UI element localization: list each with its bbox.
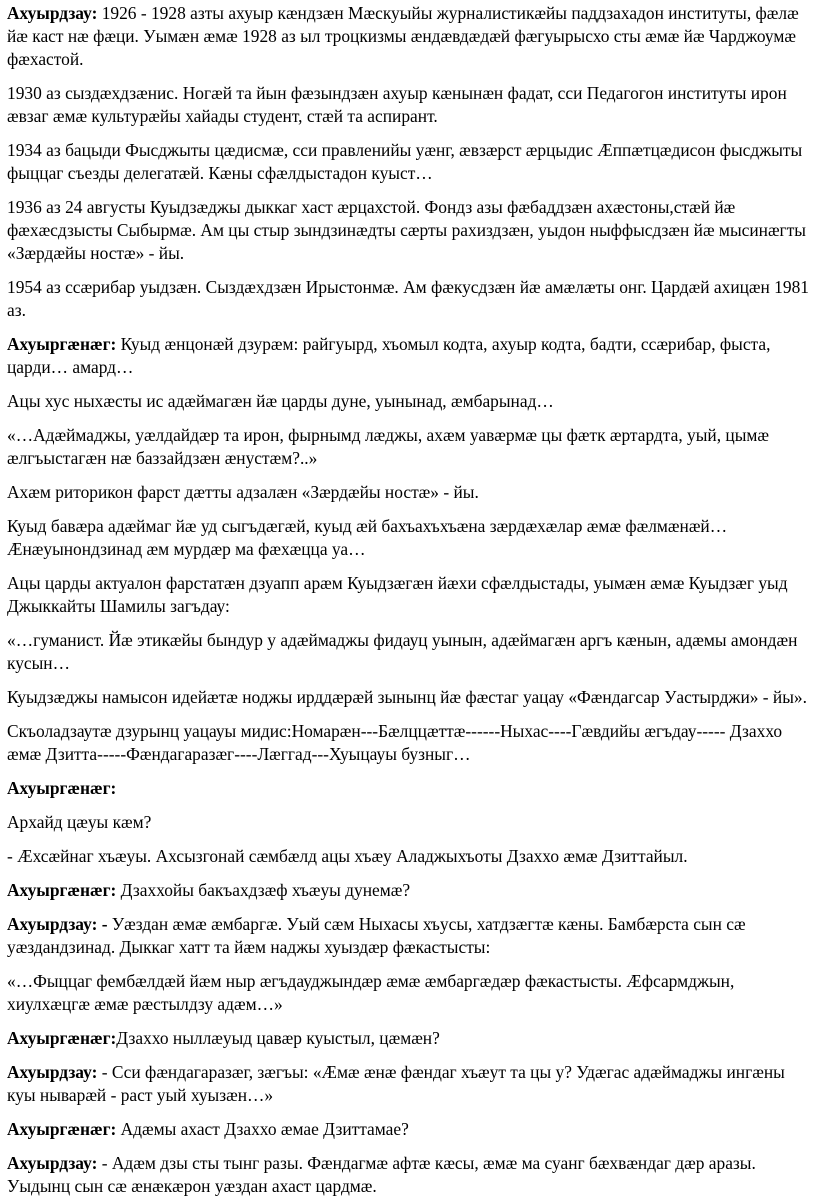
paragraph bbox=[7, 913, 812, 959]
speaker-label: Ахуырдзау: - bbox=[7, 914, 108, 934]
paragraph bbox=[7, 481, 812, 504]
paragraph bbox=[7, 1152, 812, 1198]
paragraph bbox=[7, 515, 812, 561]
paragraph-text: - Адæм дзы сты тынг разы. Фæндагмæ афтæ кæсы, æмæ ма суанг бæхвæндаг дæр аразы. Уыдынц сын сæ æнæкæрон уæздан ахаст цардмæ. bbox=[7, 1153, 756, 1196]
paragraph-text: Дзаххойы бакъахдзæф хъæуы дунемæ? bbox=[116, 880, 411, 900]
paragraph bbox=[7, 196, 812, 265]
paragraph bbox=[7, 720, 812, 766]
paragraph bbox=[7, 82, 812, 128]
paragraph bbox=[7, 1027, 812, 1050]
paragraph bbox=[7, 1061, 812, 1107]
paragraph-text: Адæмы ахаст Дзаххо æмае Дзиттамае? bbox=[116, 1119, 409, 1139]
paragraph bbox=[7, 686, 812, 709]
speaker-label: Ахуырдзау: bbox=[7, 3, 98, 23]
paragraph bbox=[7, 139, 812, 185]
paragraph-text: 1934 аз бацыди Фысджыты цæдисмæ, сси правленийы уæнг, æвзæрст æрцыдис Æппæтцæдисон фысджыты фыццаг съезды делегатæй. Кæны сфæлдыстадон куыст… bbox=[7, 140, 803, 183]
speaker-label: Ахуырдзау: bbox=[7, 1153, 98, 1173]
paragraph bbox=[7, 777, 812, 800]
paragraph-text: Ацы царды актуалон фарстатæн дзуапп арæм Куыдзæгæн йæхи сфæлдыстады, уымæн æмæ Куыдзæг уыд Джыккайты Шамилы загъдау: bbox=[7, 573, 788, 616]
paragraph-text: Уæздан æмæ æмбаргæ. Уый сæм Ныхасы хъусы, хатдзæгтæ кæны. Бамбæрста сын сæ уæздандзинад. Дыккаг хатт та йæм наджы хуыздæр фæкастысты: bbox=[7, 914, 746, 957]
paragraph-text: 1954 аз ссæрибар уыдзæн. Сыздæхдзæн Ирыстонмæ. Ам фæкусдзæн йæ амæлæты онг. Цардæй ахицæн 1981 аз. bbox=[7, 277, 809, 320]
paragraph bbox=[7, 879, 812, 902]
paragraph-text: Ацы хус ныхæсты ис адæймагæн йæ царды дуне, уынынад, æмбарынад… bbox=[7, 391, 554, 411]
paragraph-text: 1926 - 1928 азты ахуыр кæндзæн Мæскуыйы журналистикæйы паддзахадон институты, фæлæ йæ каст нæ фæци. Уымæн æмæ 1928 аз ыл троцкизмы æндæвдæдæй фæгуырысхо сты æмæ йæ Чарджоумæ фæхастой. bbox=[7, 3, 799, 69]
speaker-label: Ахуыргæнæг: bbox=[7, 1119, 117, 1139]
speaker-label: Ахуыргæнæг: bbox=[7, 778, 117, 798]
paragraph-text: Ахæм риторикон фарст дæтты адзалæн «Зæрдæйы ностæ» - йы. bbox=[7, 482, 479, 502]
paragraph bbox=[7, 970, 812, 1016]
paragraph bbox=[7, 333, 812, 379]
speaker-label: Ахуырдзау: bbox=[7, 1062, 98, 1082]
speaker-label: Ахуыргæнæг: bbox=[7, 334, 117, 354]
paragraph-text: Архайд цæуы кæм? bbox=[7, 812, 152, 832]
speaker-label: Ахуыргæнæг: bbox=[7, 880, 117, 900]
paragraph bbox=[7, 276, 812, 322]
paragraph bbox=[7, 424, 812, 470]
paragraph bbox=[7, 2, 812, 71]
paragraph-text: - Сси фæндагаразæг, зæгъы: «Æмæ æнæ фæндаг хъæут та цы у? Удæгас адæймаджы ингæны куы ныварæй - раст уый хуызæн…» bbox=[7, 1062, 785, 1105]
paragraph bbox=[7, 572, 812, 618]
paragraph bbox=[7, 811, 812, 834]
paragraph bbox=[7, 845, 812, 868]
paragraph-text: «…гуманист. Йæ этикæйы бындур у адæймаджы фидауц уынын, адæймагæн аргъ кæнын, адæмы амондæн кусын… bbox=[7, 630, 798, 673]
paragraph-text: 1930 аз сыздæхдзæнис. Ногæй та йын фæзындзæн ахуыр кæнынæн фадат, сси Педагогон институты ирон æвзаг æмæ культурæйы хайады студент, стæй та аспирант. bbox=[7, 83, 787, 126]
paragraph-text: 1936 аз 24 августы Куыдзæджы дыккаг хаст æрцахстой. Фондз азы фæбаддзæн ахæстоны,стæй йæ фæхæсдзысты Сыбырмæ. Ам цы стыр зындзинæдты сæрты рахиздзæн, уыдон ныффысдзæн йæ мысинæгты «Зæрдæйы ностæ» - йы. bbox=[7, 197, 806, 263]
paragraph-text: Скъоладзаутæ дзурынц уацауы мидис:Номарæн---Бæлццæттæ------Ныхас----Гæвдийы æгъдау----- Дзаххо æмæ Дзитта-----Фæндагаразæг----Лæггад---Хуыцауы бузныг… bbox=[7, 721, 783, 764]
paragraph-text: Куыд æнцонæй дзурæм: райгуырд, хъомыл кодта, ахуыр кодта, бадти, ссæрибар, фыста, царди… амард… bbox=[7, 334, 771, 377]
paragraph-text: - Æхсæйнаг хъæуы. Ахсызгонай сæмбæлд ацы хъæу Аладжыхъоты Дзаххо æмæ Дзиттайыл. bbox=[7, 846, 688, 866]
paragraph-text: Куыд бавæра адæймаг йæ уд сыгъдæгæй, куыд æй бахъахъхъæна зæрдæхæлар æмæ фæлмæнæй… Æнæуынондзинад æм мурдæр ма фæхæцца уа… bbox=[7, 516, 728, 559]
paragraph-text: Куыдзæджы намысон идейæтæ ноджы ирддæрæй зынынц йæ фæстаг уацау «Фæндагсар Уастырджи» - йы». bbox=[7, 687, 807, 707]
speaker-label: Ахуыргæнæг: bbox=[7, 1028, 117, 1048]
paragraph bbox=[7, 390, 812, 413]
paragraph-text: Дзаххо ныллæуыд цавæр куыстыл, цæмæн? bbox=[116, 1028, 440, 1048]
paragraph-text: «…Фыццаг фембæлдæй йæм ныр æгъдауджындæр æмæ æмбаргæдæр фæкастысты. Æфсармджын, хиулхæцгæ æмæ рæстылдзу адæм…» bbox=[7, 971, 735, 1014]
paragraph bbox=[7, 629, 812, 675]
paragraph bbox=[7, 1118, 812, 1141]
paragraph-text: «…Адæймаджы, уæлдайдæр та ирон, фырнымд лæджы, ахæм уавæрмæ цы фæтк æртардта, уый, цымæ æлгъыстагæн нæ баззайдзæн æнустæм?..» bbox=[7, 425, 769, 468]
